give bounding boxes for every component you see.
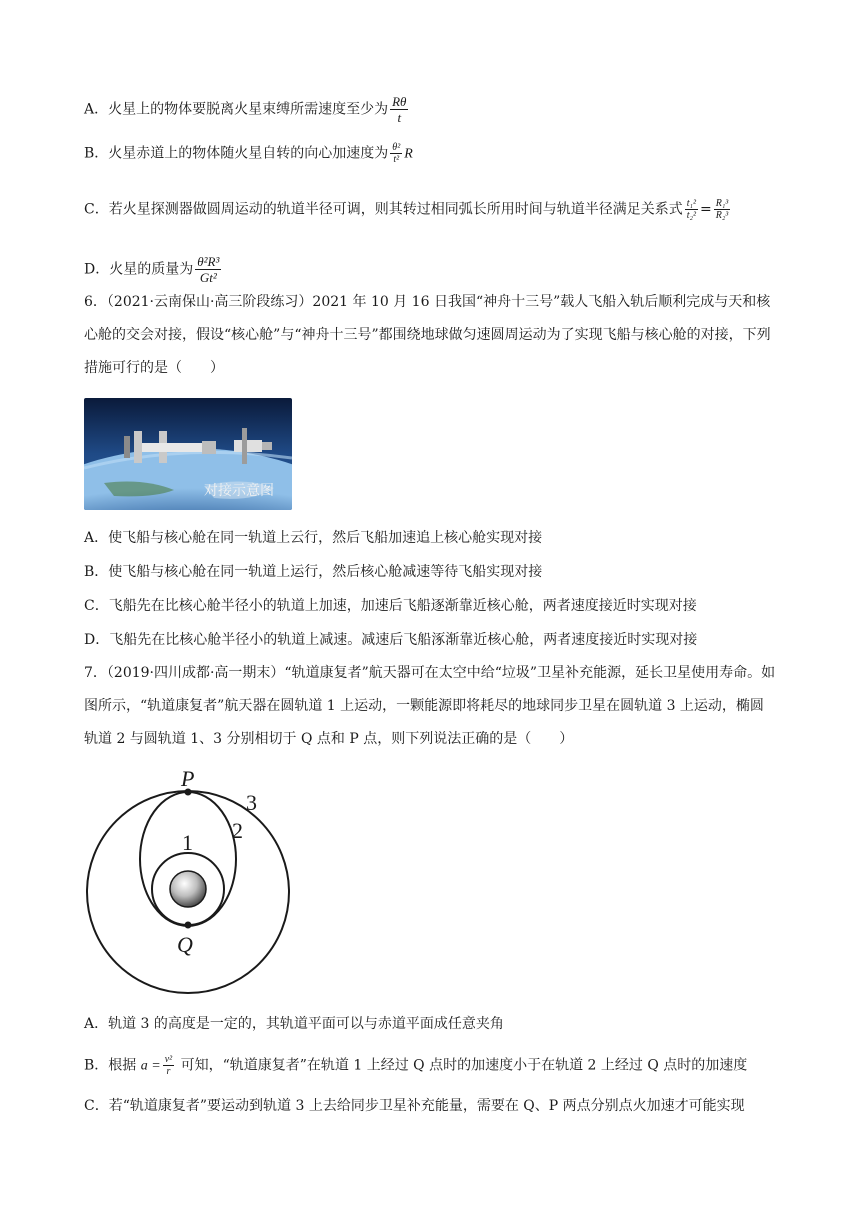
q5-option-c-text: C．若火星探测器做圆周运动的轨道半径可调，则其转过相同弧长所用时间与轨道半径满足关系式 [84,201,683,218]
q6-option-b: B．使飞船与核心舱在同一轨道上运行，然后核心舱减速等待飞船实现对接 [84,564,543,580]
q5-option-a-text: A．火星上的物体要脱离火星束缚所需速度至少为 [84,101,389,118]
image-caption: 对接示意图 [204,483,274,499]
q5-option-d-fraction: $\frac{\text{θ²R³}}{\text{Gt²}}$ [197,254,220,285]
q5-option-b [84,142,413,165]
orbit-diagram [84,764,308,994]
label-orbit-3: 3 [246,790,257,815]
q5-option-d-text: D．火星的质量为 [84,261,194,278]
q7-option-b-formula-lhs: a = [140,1058,161,1074]
q6-option-d: D．飞船先在比核心舱半径小的轨道上减速。减速后飞船涿渐靠近核心舱，两者速度接近时实现对接 [84,632,698,648]
q6-stem: 6．（2021·云南保山·高三阶段练习）2021 年 10 月 16 日我国“神舟十三号”载人飞船入轨后顺利完成与天和核心舱的交会对接，假设“核心舱”与“神舟十三号”都围绕地球做匀速圆周运动为了实现飞船与核心舱的对接，下列措施可行的是（ ） [84,294,771,376]
q7-option-b-prefix: B．根据 [84,1057,137,1074]
q7-option-a: A．轨道 3 的高度是一定的，其轨道平面可以与赤道平面成任意夹角 [84,1016,504,1032]
point-q-dot [185,922,192,929]
q5-option-c-eq: = [699,201,712,218]
label-q: Q [177,932,193,957]
label-p: P [181,766,195,791]
q7-option-c: C．若“轨道康复者”要运动到轨道 3 上去给同步卫星补充能量，需要在 Q、P 两点分别点火加速才可能实现 [84,1098,745,1114]
docking-image [84,398,292,510]
q6-option-c: C．飞船先在比核心舱半径小的轨道上加速，加速后飞船逐渐靠近核心舱，两者速度接近时实现对接 [84,598,697,614]
q6-option-a: A．使飞船与核心舱在同一轨道上云行，然后飞船加速追上核心舱实现对接 [84,530,543,546]
label-orbit-2: 2 [232,818,243,843]
q5-option-b-suffix: R [404,146,413,162]
q5-option-a [84,94,410,125]
label-orbit-1: 1 [182,830,193,855]
q7-option-b [84,1054,747,1077]
q5-option-a-fraction: $\frac{R\theta}{t}$ [392,94,407,125]
q7-option-b-formula: $\frac{\text{v²}}{r}$ [164,1054,173,1077]
q5-option-c-rhs: $\frac{\text{R₁³}}{\text{R₂³}}$ [715,198,729,221]
q5-option-b-text: B．火星赤道上的物体随火星自转的向心加速度为 [84,145,389,162]
q5-option-c-lhs: $\frac{\text{t₁²}}{\text{t₂²}}$ [686,198,696,221]
q5-option-b-fraction: $\frac{\text{θ²}}{\text{t²}}$ [392,142,401,165]
q5-option-c [84,198,732,221]
q5-option-d [84,254,223,285]
q7-stem: 7．（2019·四川成都·高一期末）“轨道康复者”航天器可在太空中给“垃圾”卫星补充能源，延长卫星使用寿命。如图所示，“轨道康复者”航天器在圆轨道 1 上运动，一颗能源即将耗尽的地球同步卫星在圆轨道 3 上运动，椭圆轨道 2 与圆轨道 1、3 分别相切于 Q 点和 P 点，则下列说法正确的是（ ） [84,665,776,747]
q7-option-b-suffix: 可知，“轨道康复者”在轨道 1 上经过 Q 点时的加速度小于在轨道 2 上经过 Q 点时的加速度 [180,1057,748,1074]
earth-icon [170,871,206,907]
